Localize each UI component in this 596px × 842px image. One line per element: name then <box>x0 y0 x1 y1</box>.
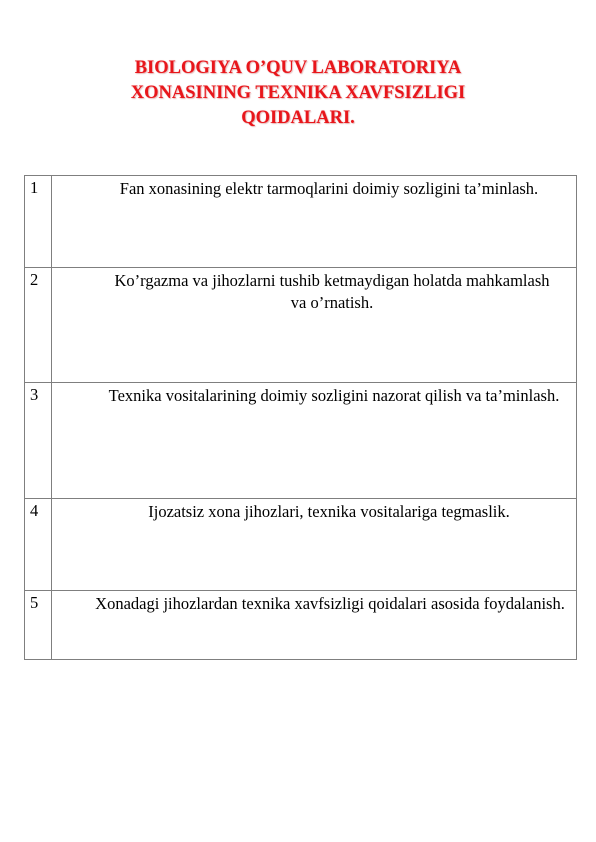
page-title <box>0 56 596 131</box>
rule-text: Texnika vositalarining doimiy sozligini nazorat qilish va ta’minlash. <box>52 383 577 499</box>
rule-number: 4 <box>25 499 52 591</box>
table-row <box>25 176 577 268</box>
title-line-1: BIOLOGIYA O’QUV LABORATORIYA <box>134 58 462 78</box>
rule-text: Ijozatsiz xona jihozlari, texnika vositalariga tegmaslik. <box>52 499 577 591</box>
rule-number: 2 <box>25 268 52 383</box>
title-line-3: QOIDALARI. <box>241 108 355 128</box>
rule-text: Fan xonasining elektr tarmoqlarini doimiy sozligini ta’minlash. <box>52 176 577 268</box>
table-row <box>25 383 577 499</box>
table-row <box>25 499 577 591</box>
rules-table <box>24 175 577 660</box>
table-row <box>25 591 577 660</box>
title-line-2: XONASINING TEXNIKA XAVFSIZLIGI <box>130 83 466 103</box>
table-row <box>25 268 577 383</box>
rule-number: 1 <box>25 176 52 268</box>
rule-text: Xonadagi jihozlardan texnika xavfsizligi qoidalari asosida foydalanish. <box>52 591 577 660</box>
rule-number: 3 <box>25 383 52 499</box>
rule-number: 5 <box>25 591 52 660</box>
rule-text: Ko’rgazma va jihozlarni tushib ketmaydigan holatda mahkamlash va o’rnatish. <box>52 268 577 383</box>
